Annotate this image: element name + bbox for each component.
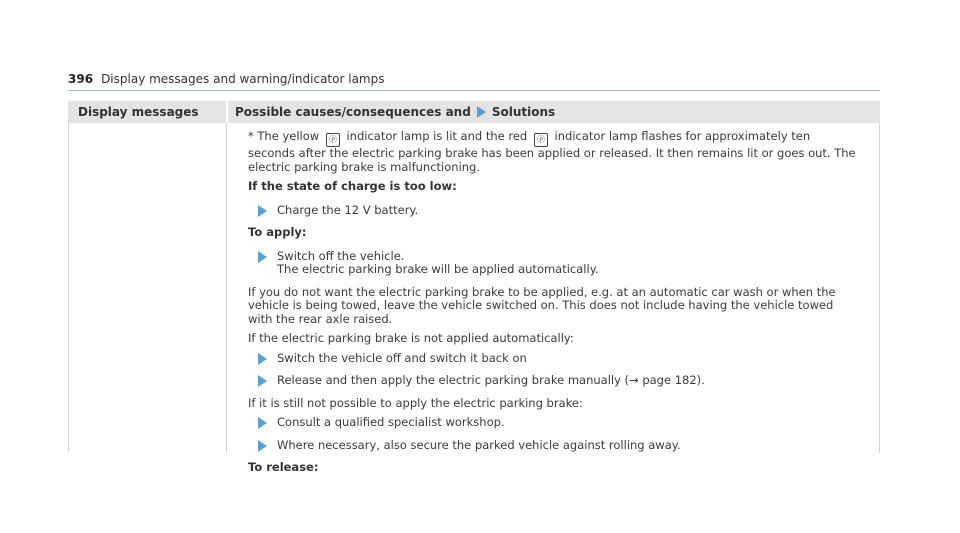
parking-brake-lamp-icon: ⓟ <box>534 133 548 147</box>
instruction-arrow-icon <box>258 440 267 452</box>
instruction-text: Consult a qualified specialist workshop. <box>277 415 505 429</box>
subheading-to-apply: To apply: <box>248 225 307 239</box>
page-header <box>68 72 880 90</box>
instruction-result: The electric parking brake will be applied automatically. <box>277 262 599 276</box>
info-paragraph: If the electric parking brake is not applied automatically: <box>248 331 574 345</box>
instruction-arrow-icon <box>258 251 267 263</box>
solution-arrow-icon <box>477 106 486 118</box>
instruction-item <box>258 352 860 366</box>
info-paragraph: If it is still not possible to apply the electric parking brake: <box>248 395 583 410</box>
causes-solutions-cell <box>248 130 860 485</box>
intro-text-2: indicator lamp is lit and the red <box>346 129 528 143</box>
instruction-text: Where necessary, also secure the parked vehicle against rolling away. <box>277 437 681 452</box>
intro-text-3: indicator lamp flashes for approximately ten seconds after the electric parking brake has been applied or released. It then remains lit or goes out. The electric parking brake is malfunctioning. <box>248 129 856 174</box>
instruction-item <box>258 416 860 430</box>
instruction-arrow-icon <box>258 353 267 365</box>
page-number: 396 <box>68 72 94 86</box>
info-paragraph: If you do not want the electric parking brake to be applied, e.g. at an automatic car wash or when the vehicle is being towed, leave the vehicle switched on. This does not include having the vehicle towed with the rear axle raised. <box>248 284 836 326</box>
instruction-text: Release and then apply the electric parking brake manually (→ page 182). <box>277 373 705 387</box>
column-header-solutions-label: Solutions <box>491 105 556 119</box>
header-divider <box>68 90 880 91</box>
instruction-text <box>277 250 860 277</box>
instruction-text: Switch the vehicle off and switch it back on <box>277 350 527 365</box>
instruction-arrow-icon <box>258 375 267 387</box>
intro-paragraph <box>248 130 860 174</box>
instruction-item <box>258 439 860 453</box>
table-right-border <box>879 123 880 453</box>
instruction-item <box>258 204 860 218</box>
parking-brake-lamp-icon: ⓟ <box>326 133 340 147</box>
instruction-arrow-icon <box>258 205 267 217</box>
subheading-low-charge: If the state of charge is too low: <box>248 179 457 193</box>
column-header-causes-solutions <box>235 105 555 119</box>
instruction-step: Switch off the vehicle. <box>277 248 405 263</box>
table-left-border <box>68 123 69 453</box>
subheading-to-release: To release: <box>248 460 319 474</box>
column-header-causes-label: Possible causes/consequences and <box>235 105 471 119</box>
table-header-separator <box>226 101 228 123</box>
table-column-divider <box>226 123 227 453</box>
instruction-item <box>258 250 860 277</box>
intro-text-1: * The yellow <box>248 129 320 143</box>
instruction-text: Charge the 12 V battery. <box>277 202 419 217</box>
page-title: Display messages and warning/indicator lamps <box>101 72 385 86</box>
instruction-arrow-icon <box>258 417 267 429</box>
column-header-display-messages: Display messages <box>78 105 199 119</box>
instruction-item <box>258 374 860 388</box>
